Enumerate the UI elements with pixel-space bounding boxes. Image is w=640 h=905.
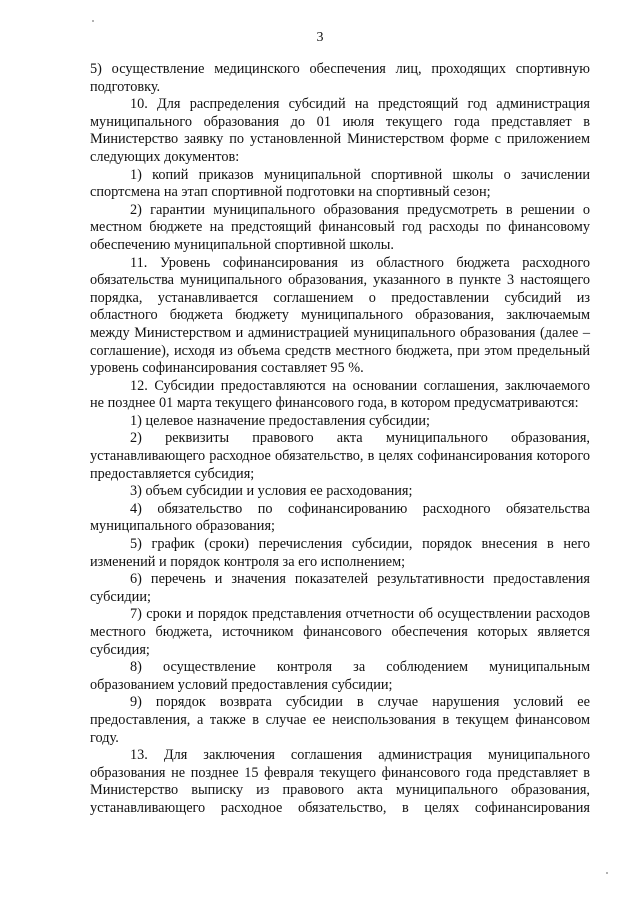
paragraph-11: 11. Уровень софинансирования из областного бюджета расходного обязательства муниципального образования, указанного в пункте 3 настоящего порядка, устанавливается соглашением о предоставлении субсидий из областного бюджета бюджету муниципального образования, заключаемым между Министерством и администрацией муниципального образования (далее – соглашение), исходя из объема средств местного бюджета, при этом предельный уровень софинансирования составляет 95 %.: [90, 254, 590, 377]
paragraph-12-item-7: 7) сроки и порядок представления отчетности об осуществлении расходов местного бюджета, источником финансового обеспечения которых является субсидия;: [90, 606, 590, 658]
paragraph-10-item-2: 2) гарантии муниципального образования предусмотреть в решении о местном бюджете на предстоящий финансовый год расходы по финансовому обеспечению муниципальной спортивной школы.: [90, 201, 590, 253]
paragraph-13: 13. Для заключения соглашения администрация муниципального образования не позднее 15 февраля текущего финансового года представляет в Министерство выписку из правового акта муниципального образования, устанавливающего расходное обязательство, в целях софинансирования: [90, 747, 590, 816]
paragraph-10: 10. Для распределения субсидий на предстоящий год администрация муниципального образования до 01 июля текущего года представляет в Министерство заявку по установленной Министерством форме с приложением следующих документов:: [90, 96, 590, 165]
scan-speck: [606, 872, 608, 874]
paragraph-12: 12. Субсидии предоставляются на основании соглашения, заключаемого не позднее 01 марта текущего финансового года, в котором предусматриваются:: [90, 377, 590, 412]
paragraph-12-item-6: 6) перечень и значения показателей результативности предоставления субсидии;: [90, 571, 590, 605]
scan-speck: [92, 20, 94, 22]
paragraph-12-item-3: 3) объем субсидии и условия ее расходования;: [130, 483, 413, 500]
paragraph-12-item-9: 9) порядок возврата субсидии в случае нарушения условий ее предоставления, а также в случае ее неиспользования в текущем финансовом году.: [90, 694, 590, 746]
paragraph-12-item-5: 5) график (сроки) перечисления субсидии, порядок внесения в него изменений и порядок контроля за его исполнением;: [90, 536, 590, 570]
document-body: [90, 61, 590, 818]
paragraph-12-item-2: 2) реквизиты правового акта муниципального образования, устанавливающего расходное обязательство, в целях софинансирования которого предоставляется субсидия;: [90, 430, 590, 482]
paragraph-12-item-4: 4) обязательство по софинансированию расходного обязательства муниципального образования;: [90, 500, 590, 535]
paragraph-12-item-1: 1) целевое назначение предоставления субсидии;: [130, 412, 430, 429]
page-number: 3: [316, 30, 324, 45]
paragraph-12-item-8: 8) осуществление контроля за соблюдением муниципальным образованием условий предоставления субсидии;: [90, 659, 590, 693]
paragraph-item-5-continuation: 5) осуществление медицинского обеспечения лиц, проходящих спортивную подготовку.: [90, 61, 590, 95]
paragraph-10-item-1: 1) копий приказов муниципальной спортивной школы о зачислении спортсмена на этап спортивной подготовки на спортивный сезон;: [90, 166, 590, 201]
